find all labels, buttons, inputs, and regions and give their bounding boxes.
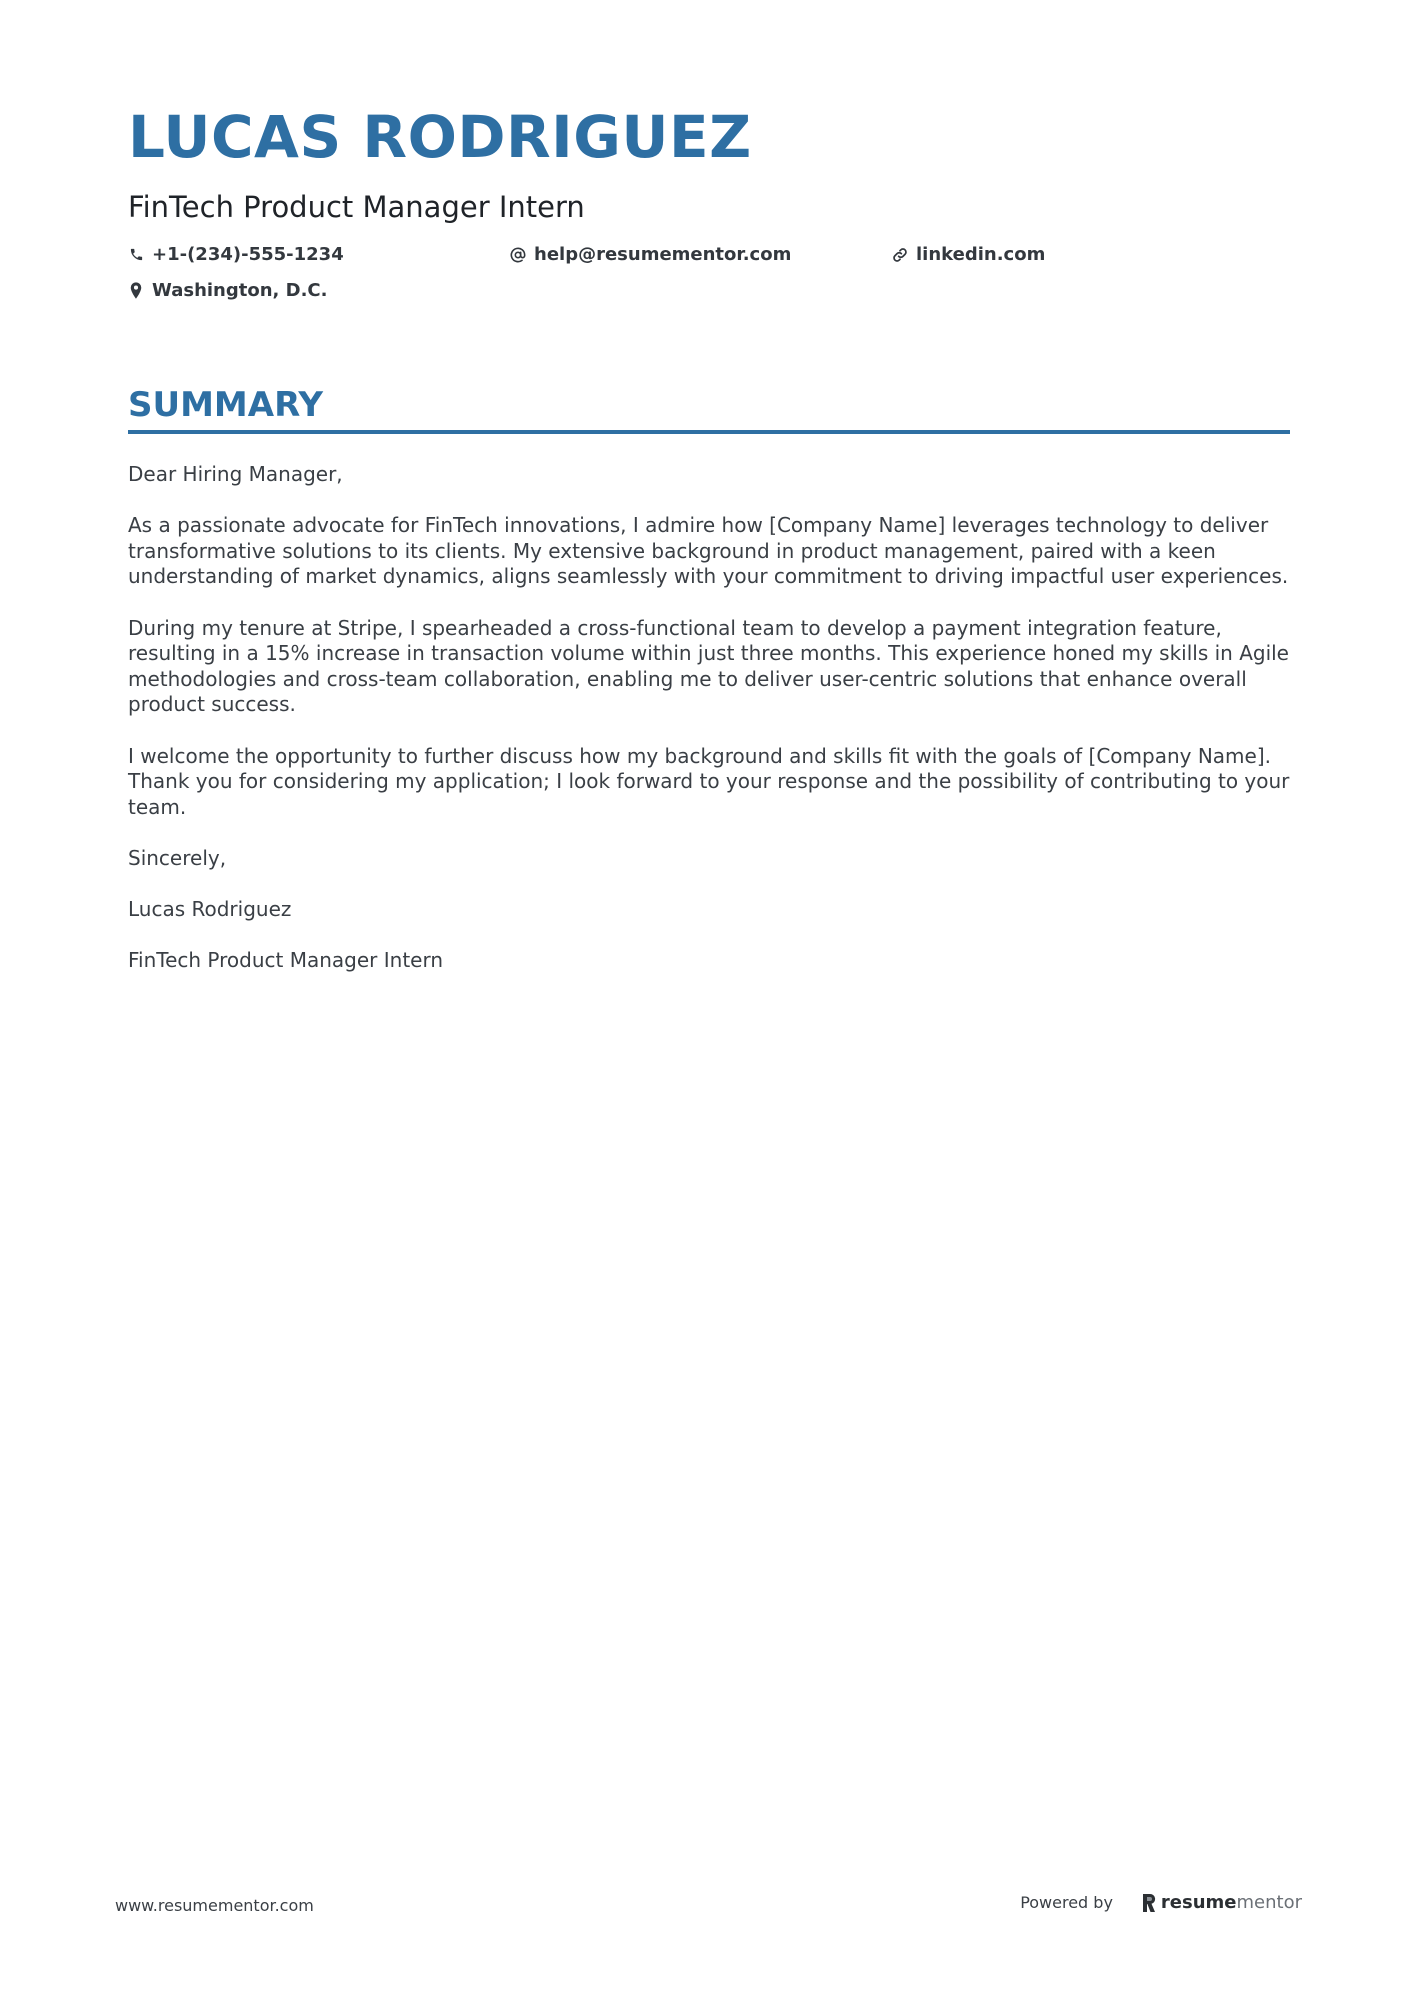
brand-name-part1: resume bbox=[1160, 1892, 1237, 1913]
job-title: FinTech Product Manager Intern bbox=[128, 190, 585, 224]
email-text: help@resumementor.com bbox=[534, 244, 792, 265]
resumementor-logo-icon bbox=[1141, 1893, 1157, 1913]
signature-title: FinTech Product Manager Intern bbox=[128, 948, 444, 973]
powered-by-text: Powered by bbox=[1020, 1893, 1113, 1912]
brand-name-part2: mentor bbox=[1236, 1892, 1302, 1913]
contact-email bbox=[510, 244, 791, 265]
location-text: Washington, D.C. bbox=[152, 280, 328, 301]
footer-website[interactable]: www.resumementor.com bbox=[115, 1896, 314, 1915]
phone-text: +1-(234)-555-1234 bbox=[152, 244, 344, 265]
letter-paragraph: I welcome the opportunity to further discuss how my background and skills fit with the goals of [Company Name]. Thank you for considering my application; I look forward to your response and the possibility of contributing to your team. bbox=[128, 743, 1290, 819]
cover-letter-body bbox=[128, 462, 1290, 999]
contact-location bbox=[128, 280, 327, 301]
letter-paragraph: As a passionate advocate for FinTech innovations, I admire how [Company Name] leverages technology to deliver transformative solutions to its clients. My extensive background in product management, paired with a keen understanding of market dynamics, aligns seamlessly with your commitment to driving impactful user experiences. bbox=[128, 513, 1289, 589]
summary-heading: SUMMARY bbox=[128, 385, 324, 425]
salutation: Dear Hiring Manager, bbox=[128, 462, 343, 486]
at-icon bbox=[510, 246, 526, 264]
candidate-name: LUCAS RODRIGUEZ bbox=[128, 103, 752, 171]
contact-website bbox=[892, 244, 1045, 265]
brand-logo[interactable] bbox=[1141, 1892, 1302, 1913]
map-pin-icon bbox=[128, 282, 144, 300]
closing: Sincerely, bbox=[128, 845, 227, 870]
footer-branding bbox=[1020, 1892, 1302, 1913]
section-divider bbox=[128, 430, 1290, 434]
phone-icon bbox=[128, 246, 144, 264]
contact-phone bbox=[128, 244, 344, 265]
letter-paragraph: During my tenure at Stripe, I spearheaded a cross-functional team to develop a payment integration feature, resulting in a 15% increase in transaction volume within just three months. This experience honed my skills in Agile methodologies and cross-team collaboration, enabling me to deliver user-centric solutions that enhance overall product success. bbox=[128, 615, 1289, 717]
link-icon bbox=[892, 246, 908, 264]
website-text: linkedin.com bbox=[916, 244, 1046, 265]
signature-name: Lucas Rodriguez bbox=[128, 897, 292, 922]
